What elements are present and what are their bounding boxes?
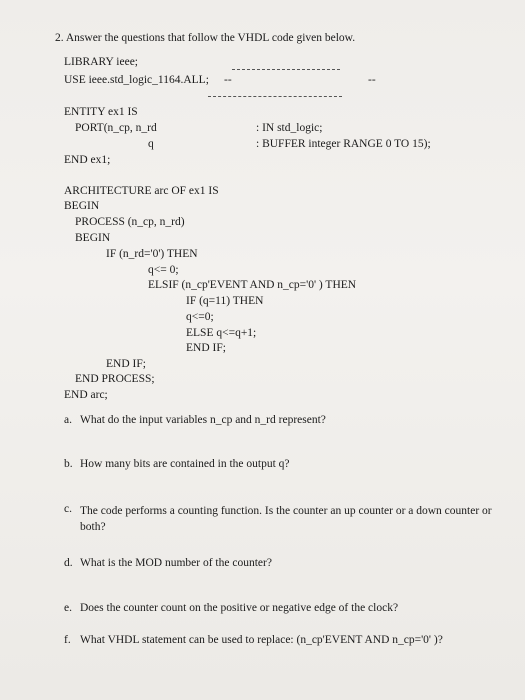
- code-assign-1: q<= 0;: [148, 264, 179, 276]
- code-endif-outer: END IF;: [106, 358, 146, 370]
- code-endif-inner: END IF;: [186, 342, 226, 354]
- part-d-text: What is the MOD number of the counter?: [80, 557, 272, 569]
- code-else: ELSE q<=q+1;: [186, 327, 257, 339]
- code-process: PROCESS (n_cp, n_rd): [75, 216, 185, 228]
- code-if-1: IF (n_rd='0') THEN: [106, 248, 198, 260]
- part-e-letter: e.: [64, 602, 72, 614]
- code-use-comment: --: [224, 74, 232, 86]
- answer-blank-2: [208, 96, 342, 97]
- code-library: LIBRARY ieee;: [64, 56, 138, 68]
- code-architecture: ARCHITECTURE arc OF ex1 IS: [64, 185, 219, 197]
- code-end-arc: END arc;: [64, 389, 108, 401]
- part-e-text: Does the counter count on the positive or negative edge of the clock?: [80, 602, 399, 614]
- question-heading: 2. Answer the questions that follow the VHDL code given below.: [55, 32, 356, 44]
- code-begin-2: BEGIN: [75, 232, 111, 244]
- part-b-letter: b.: [64, 458, 73, 470]
- code-end-entity: END ex1;: [64, 154, 111, 166]
- part-b-text: How many bits are contained in the output q?: [80, 458, 290, 470]
- part-a-text: What do the input variables n_cp and n_rd represent?: [80, 414, 326, 426]
- code-end-process: END PROCESS;: [75, 373, 155, 385]
- code-q-left: q: [148, 138, 154, 150]
- code-port-right: : IN std_logic;: [256, 122, 323, 134]
- part-c-letter: c.: [64, 503, 72, 515]
- part-c-text: The code performs a counting function. Is the counter an up counter or a down counter or both?: [80, 505, 492, 533]
- code-elsif: ELSIF (n_cp'EVENT AND n_cp='0' ) THEN: [148, 279, 357, 291]
- code-use: USE ieee.std_logic_1164.ALL;: [64, 74, 209, 86]
- code-port-left: PORT(n_cp, n_rd: [75, 122, 157, 134]
- answer-blank-1: [232, 69, 340, 70]
- part-f-letter: f.: [64, 634, 71, 646]
- code-begin-1: BEGIN: [64, 200, 100, 212]
- code-entity: ENTITY ex1 IS: [64, 106, 138, 118]
- code-assign-2: q<=0;: [186, 311, 214, 323]
- part-a-letter: a.: [64, 414, 72, 426]
- part-f-text: What VHDL statement can be used to replace: (n_cp'EVENT AND n_cp='0' )?: [80, 634, 443, 646]
- part-d-letter: d.: [64, 557, 73, 569]
- code-q-right: : BUFFER integer RANGE 0 TO 15);: [256, 138, 431, 150]
- code-side-comment: --: [368, 74, 376, 86]
- code-if-2: IF (q=11) THEN: [186, 295, 264, 307]
